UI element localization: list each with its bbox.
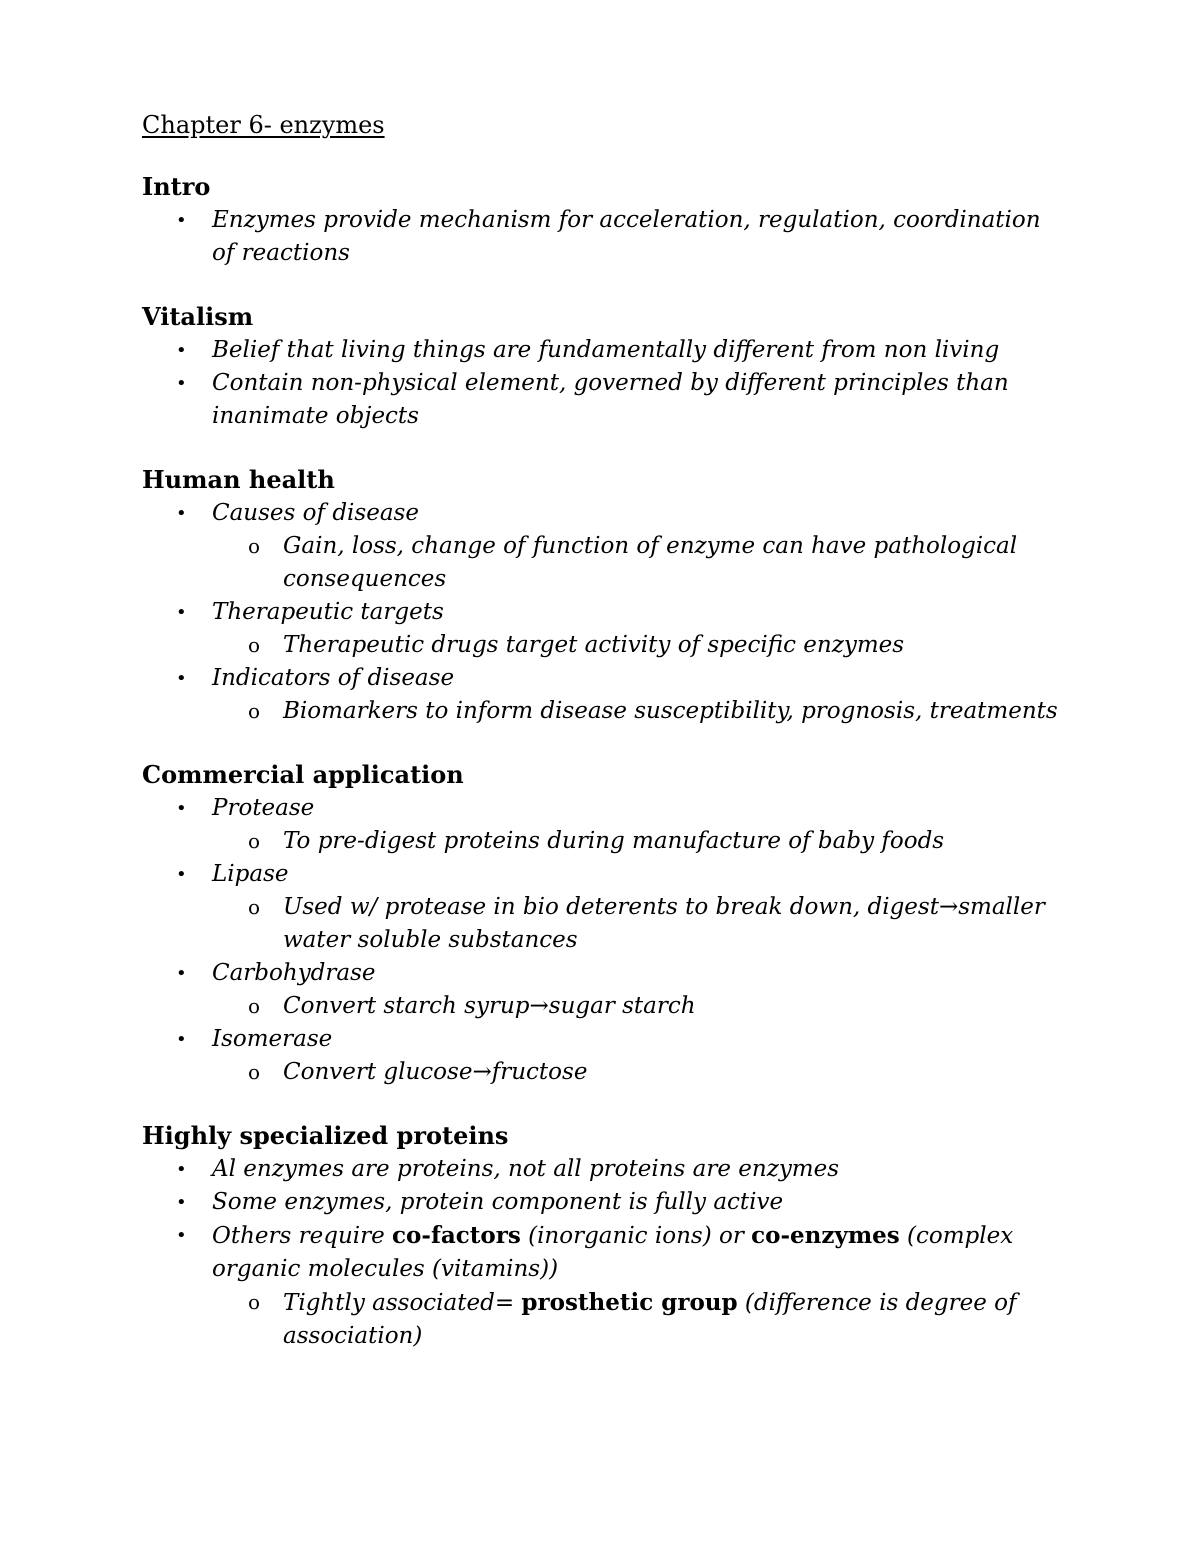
sub-list (212, 695, 1062, 728)
term-coenzymes: co-enzymes (751, 1222, 900, 1249)
section-heading: Commercial application (142, 760, 464, 789)
sub-list-item (142, 530, 1062, 596)
bullet-icon: • (176, 1192, 187, 1213)
sub-list-item (142, 629, 1062, 662)
list-item (142, 1023, 1062, 1089)
sub-list-item (142, 695, 1062, 728)
document-page (142, 108, 1062, 1383)
sub-bullet-icon: o (248, 1060, 261, 1084)
sub-bullet-icon: o (248, 633, 261, 657)
list-item (142, 596, 1062, 662)
item-text: Indicators of disease (212, 665, 455, 691)
sub-item-text: Convert glucose→fructose (283, 1059, 588, 1085)
bullet-icon: • (176, 1159, 187, 1180)
item-text: Therapeutic targets (212, 599, 444, 625)
section-heading: Human health (142, 465, 335, 494)
bullet-list (142, 334, 1062, 433)
bullet-list (142, 1153, 1062, 1353)
sub-list-item (142, 891, 1062, 957)
section-heading: Intro (142, 172, 211, 201)
sub-list-item (142, 1286, 1062, 1353)
list-item (142, 367, 1062, 433)
list-item (142, 957, 1062, 1023)
item-text-prefix: Others require (212, 1223, 393, 1249)
sub-bullet-icon: o (248, 895, 261, 919)
item-text: Causes of disease (212, 500, 419, 526)
sub-list-item (142, 990, 1062, 1023)
section-heading: Vitalism (142, 302, 254, 331)
page-title: Chapter 6- enzymes (142, 111, 385, 139)
item-text: Contain non-physical element, governed by different principles than inanimate objects (212, 370, 1009, 429)
item-text-mid: (inorganic ions) or (520, 1223, 752, 1249)
sub-item-text: Gain, loss, change of function of enzyme can have pathological consequences (283, 533, 1018, 592)
section-commercial-application (142, 758, 1062, 1089)
sub-list (212, 990, 1062, 1023)
bullet-icon: • (176, 340, 187, 361)
bullet-icon: • (176, 1029, 187, 1050)
sub-bullet-icon: o (248, 829, 261, 853)
sub-bullet-icon: o (248, 534, 261, 558)
list-item (142, 334, 1062, 367)
bullet-icon: • (176, 503, 187, 524)
item-text: Enzymes provide mechanism for acceleration, regulation, coordination of reactions (212, 207, 1041, 266)
item-text: Isomerase (212, 1026, 333, 1052)
sub-item-suffix: (difference is degree of association) (283, 1290, 1017, 1349)
sub-item-text: Convert starch syrup→sugar starch (283, 993, 696, 1019)
item-text: Some enzymes, protein component is fully active (212, 1189, 784, 1215)
sub-bullet-icon: o (248, 699, 261, 723)
sub-list (212, 530, 1062, 596)
list-item (142, 1219, 1062, 1353)
bullet-icon: • (176, 798, 187, 819)
section-vitalism (142, 300, 1062, 433)
section-intro (142, 170, 1062, 270)
sub-item-text: To pre-digest proteins during manufacture of baby foods (283, 828, 945, 854)
list-item (142, 497, 1062, 596)
bullet-list (142, 204, 1062, 270)
list-item (142, 858, 1062, 957)
item-text: Lipase (212, 861, 289, 887)
section-human-health (142, 463, 1062, 728)
sub-list (212, 1056, 1062, 1089)
item-text: Carbohydrase (212, 960, 376, 986)
sub-item-text: Biomarkers to inform disease susceptibility, prognosis, treatments (283, 698, 1058, 724)
section-heading: Highly specialized proteins (142, 1121, 509, 1150)
bullet-icon: • (176, 373, 187, 394)
sub-item-prefix: Tightly associated= (283, 1290, 522, 1316)
section-specialized-proteins (142, 1119, 1062, 1353)
bullet-icon: • (176, 864, 187, 885)
bullet-list (142, 497, 1062, 728)
sub-item-text: Used w/ protease in bio deterents to break down, digest→smaller water soluble substances (283, 894, 1045, 953)
list-item (142, 1153, 1062, 1186)
bullet-icon: • (176, 668, 187, 689)
bullet-icon: • (176, 1225, 187, 1246)
sub-list-item (142, 1056, 1062, 1089)
item-text: Al enzymes are proteins, not all proteins are enzymes (212, 1156, 840, 1182)
list-item (142, 662, 1062, 728)
sub-bullet-icon: o (248, 1290, 261, 1314)
bullet-icon: • (176, 210, 187, 231)
bullet-list (142, 792, 1062, 1089)
list-item (142, 204, 1062, 270)
sub-item-text: Therapeutic drugs target activity of specific enzymes (283, 632, 905, 658)
term-prosthetic-group: prosthetic group (521, 1289, 738, 1316)
sub-list (212, 1286, 1062, 1353)
sub-list (212, 825, 1062, 858)
bullet-icon: • (176, 963, 187, 984)
bullet-icon: • (176, 602, 187, 623)
sub-list-item (142, 825, 1062, 858)
sub-bullet-icon: o (248, 994, 261, 1018)
term-cofactors: co-factors (392, 1222, 521, 1249)
item-text: Protease (212, 795, 315, 821)
list-item (142, 792, 1062, 858)
list-item (142, 1186, 1062, 1219)
sub-list (212, 891, 1062, 957)
item-text: Belief that living things are fundamentally different from non living (212, 337, 1000, 363)
sub-list (212, 629, 1062, 662)
item-text-suffix: (complex organic molecules (vitamins)) (212, 1223, 1014, 1282)
